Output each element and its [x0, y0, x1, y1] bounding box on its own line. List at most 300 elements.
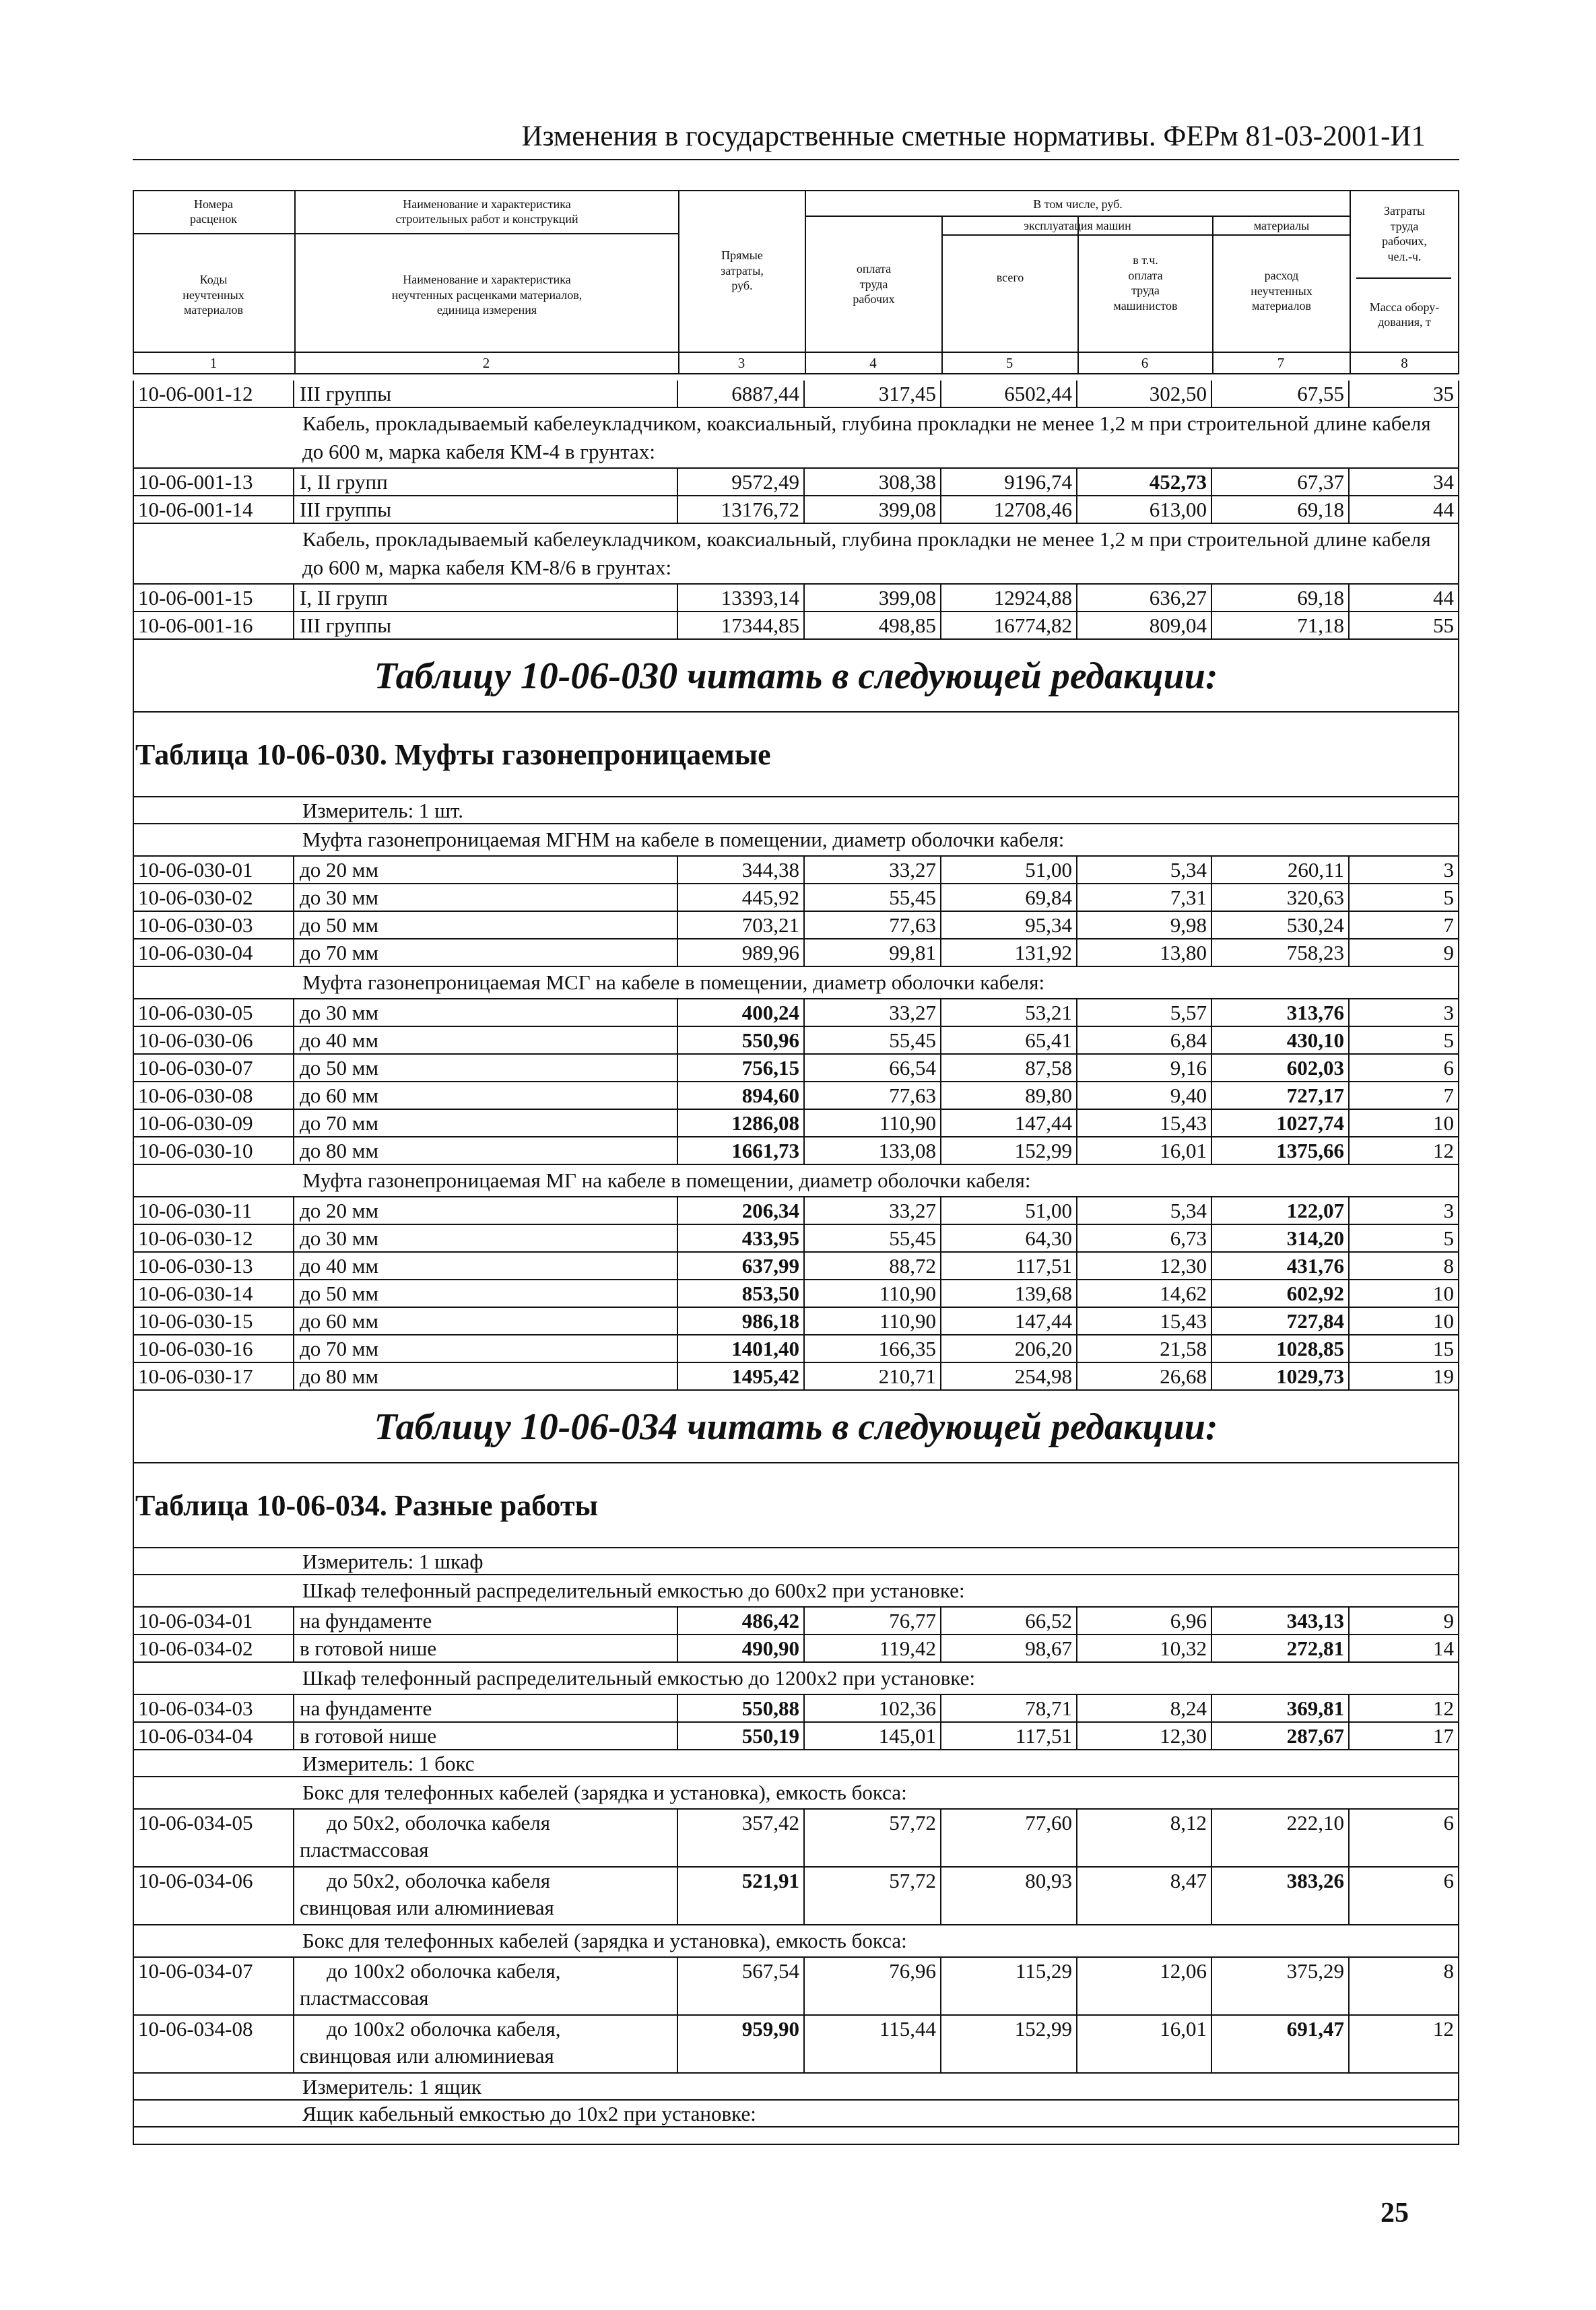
direct-cost: 357,42 — [678, 1810, 805, 1868]
rate-code: 10-06-001-12 — [133, 381, 294, 408]
labor-hours: 3 — [1350, 857, 1459, 884]
machines-total: 152,99 — [941, 1137, 1077, 1165]
operators-pay: 14,62 — [1077, 1280, 1212, 1308]
unit-of-measure: Измеритель: 1 бокс — [133, 1750, 1459, 1777]
machines-total: 206,20 — [941, 1335, 1077, 1363]
labor-hours: 19 — [1350, 1363, 1459, 1391]
work-name-line2: пластмассовая — [300, 1838, 429, 1861]
direct-cost: 989,96 — [678, 939, 805, 967]
edit-instruction: Таблицу 10-06-030 читать в следующей редакции: — [133, 640, 1459, 713]
operators-pay: 6,84 — [1077, 1027, 1212, 1055]
work-name: I, II групп — [294, 585, 678, 612]
work-name: до 50 мм — [294, 912, 678, 939]
table-row — [133, 1958, 1459, 2016]
direct-cost: 550,96 — [678, 1027, 805, 1055]
work-name: III группы — [294, 496, 678, 524]
work-name: до 30 мм — [294, 884, 678, 912]
col-index-4: 4 — [869, 355, 877, 371]
table-row — [133, 1810, 1459, 1868]
hdr-name-bottom-3: единица измерения — [436, 303, 537, 317]
labor-hours: 14 — [1350, 1635, 1459, 1663]
materials: 383,26 — [1212, 1868, 1350, 1925]
operators-pay: 16,01 — [1077, 1137, 1212, 1165]
rate-code: 10-06-030-06 — [133, 1027, 294, 1055]
work-name — [294, 1810, 678, 1868]
hdr-labor-1: Затраты — [1383, 204, 1426, 218]
table-row — [133, 1225, 1459, 1253]
materials: 67,37 — [1212, 469, 1350, 496]
direct-cost: 550,88 — [678, 1695, 805, 1723]
labor-hours: 5 — [1350, 1027, 1459, 1055]
labor-hours: 17 — [1350, 1723, 1459, 1750]
hdr-labor-3: рабочих, — [1382, 234, 1427, 248]
machines-total: 65,41 — [941, 1027, 1077, 1055]
labor-pay: 33,27 — [805, 1197, 941, 1225]
work-name: до 60 мм — [294, 1082, 678, 1110]
materials: 430,10 — [1212, 1027, 1350, 1055]
materials: 69,18 — [1212, 585, 1350, 612]
labor-hours: 15 — [1350, 1335, 1459, 1363]
table-row — [133, 939, 1459, 967]
rate-code: 10-06-030-13 — [133, 1253, 294, 1280]
materials: 758,23 — [1212, 939, 1350, 967]
direct-cost: 853,50 — [678, 1280, 805, 1308]
labor-pay: 77,63 — [805, 912, 941, 939]
materials: 287,67 — [1212, 1723, 1350, 1750]
table-row — [133, 884, 1459, 912]
hdr-name-top-1: Наименование и характеристика — [403, 197, 571, 211]
hdr-codes-1: Коды — [199, 273, 228, 287]
work-name: до 40 мм — [294, 1253, 678, 1280]
operators-pay: 613,00 — [1077, 496, 1212, 524]
table-row — [133, 1055, 1459, 1082]
col-index-1: 1 — [209, 355, 218, 371]
labor-pay: 88,72 — [805, 1253, 941, 1280]
machines-total: 117,51 — [941, 1253, 1077, 1280]
rate-code: 10-06-030-11 — [133, 1197, 294, 1225]
labor-hours: 55 — [1350, 612, 1459, 640]
table-row — [133, 1280, 1459, 1308]
work-name: до 30 мм — [294, 1225, 678, 1253]
labor-pay: 110,90 — [805, 1110, 941, 1137]
direct-cost: 344,38 — [678, 857, 805, 884]
hdr-pay-2: труда — [859, 277, 888, 291]
labor-pay: 308,38 — [805, 469, 941, 496]
machines-total: 64,30 — [941, 1225, 1077, 1253]
hdr-labor-4: чел.-ч. — [1387, 249, 1422, 263]
unit-of-measure: Измеритель: 1 шкаф — [133, 1548, 1459, 1575]
materials: 122,07 — [1212, 1197, 1350, 1225]
operators-pay: 12,06 — [1077, 1958, 1212, 2016]
materials: 1028,85 — [1212, 1335, 1350, 1363]
table-row — [133, 1363, 1459, 1391]
hdr-pay-1: оплата — [856, 262, 892, 276]
direct-cost: 521,91 — [678, 1868, 805, 1925]
labor-pay: 57,72 — [805, 1868, 941, 1925]
section-description: Кабель, прокладываемый кабелеукладчиком, коаксиальный, глубина прокладки не менее 1,2 м при строительной длине кабеля до 600 м, марка кабеля КМ-4 в грунтах: — [133, 408, 1459, 469]
hdr-group-incl: В том числе, руб. — [1033, 197, 1123, 211]
edit-instruction: Таблицу 10-06-034 читать в следующей редакции: — [133, 1391, 1459, 1463]
machines-total: 117,51 — [941, 1723, 1077, 1750]
hdr-direct-1: Прямые — [721, 249, 763, 263]
labor-pay: 115,44 — [805, 2016, 941, 2074]
hdr-mat-3: материалов — [1252, 299, 1311, 313]
materials: 71,18 — [1212, 612, 1350, 640]
machines-total: 78,71 — [941, 1695, 1077, 1723]
work-name: до 60 мм — [294, 1308, 678, 1335]
operators-pay: 9,98 — [1077, 912, 1212, 939]
labor-pay: 102,36 — [805, 1695, 941, 1723]
machines-total: 77,60 — [941, 1810, 1077, 1868]
rate-code: 10-06-030-17 — [133, 1363, 294, 1391]
operators-pay: 7,31 — [1077, 884, 1212, 912]
hdr-mass-2: дования, т — [1378, 315, 1431, 329]
materials: 1029,73 — [1212, 1363, 1350, 1391]
materials: 69,18 — [1212, 496, 1350, 524]
direct-cost: 9572,49 — [678, 469, 805, 496]
rate-code: 10-06-030-02 — [133, 884, 294, 912]
machines-total: 89,80 — [941, 1082, 1077, 1110]
direct-cost: 17344,85 — [678, 612, 805, 640]
direct-cost: 433,95 — [678, 1225, 805, 1253]
machines-total: 51,00 — [941, 857, 1077, 884]
labor-hours: 12 — [1350, 2016, 1459, 2074]
labor-pay: 133,08 — [805, 1137, 941, 1165]
col-index-7: 7 — [1277, 355, 1285, 371]
labor-pay: 166,35 — [805, 1335, 941, 1363]
labor-pay: 55,45 — [805, 1225, 941, 1253]
work-name: до 20 мм — [294, 857, 678, 884]
direct-cost: 13176,72 — [678, 496, 805, 524]
machines-total: 95,34 — [941, 912, 1077, 939]
rate-code: 10-06-034-04 — [133, 1723, 294, 1750]
table-row — [133, 1082, 1459, 1110]
work-name: до 70 мм — [294, 1110, 678, 1137]
direct-cost: 490,90 — [678, 1635, 805, 1663]
work-name: в готовой нише — [294, 1723, 678, 1750]
table-row — [133, 585, 1459, 612]
labor-pay: 399,08 — [805, 496, 941, 524]
table-row — [133, 496, 1459, 524]
hdr-mass-1: Масса обору- — [1369, 300, 1440, 314]
materials: 727,17 — [1212, 1082, 1350, 1110]
labor-pay: 76,96 — [805, 1958, 941, 2016]
hdr-incl-4: машинистов — [1113, 298, 1178, 312]
rate-code: 10-06-030-12 — [133, 1225, 294, 1253]
labor-pay: 99,81 — [805, 939, 941, 967]
section-description: Шкаф телефонный распределительный емкостью до 600х2 при установке: — [133, 1575, 1459, 1608]
hdr-direct-3: руб. — [731, 279, 753, 293]
work-name-line2: пластмассовая — [300, 1986, 429, 2010]
materials: 67,55 — [1212, 381, 1350, 408]
labor-hours: 6 — [1350, 1055, 1459, 1082]
labor-pay: 77,63 — [805, 1082, 941, 1110]
direct-cost: 550,19 — [678, 1723, 805, 1750]
labor-hours: 6 — [1350, 1810, 1459, 1868]
operators-pay: 21,58 — [1077, 1335, 1212, 1363]
labor-hours: 6 — [1350, 1868, 1459, 1925]
section-description: Ящик кабельный емкостью до 10х2 при установке: — [133, 2101, 1459, 2127]
rate-code: 10-06-030-04 — [133, 939, 294, 967]
unit-of-measure: Измеритель: 1 шт. — [133, 797, 1459, 824]
materials: 320,63 — [1212, 884, 1350, 912]
hdr-name-top-2: строительных работ и конструкций — [395, 212, 578, 226]
header-rule — [133, 159, 1459, 160]
machines-total: 66,52 — [941, 1608, 1077, 1635]
machines-total: 9196,74 — [941, 469, 1077, 496]
section-description: Муфта газонепроницаемая МГ на кабеле в помещении, диаметр оболочки кабеля: — [133, 1165, 1459, 1197]
rate-code: 10-06-030-08 — [133, 1082, 294, 1110]
hdr-group-machines: эксплуатация машин — [1024, 218, 1131, 232]
table-row — [133, 1197, 1459, 1225]
direct-cost: 13393,14 — [678, 585, 805, 612]
hdr-name-bottom-1: Наименование и характеристика — [403, 273, 571, 287]
direct-cost: 6887,44 — [678, 381, 805, 408]
hdr-number-2: расценок — [190, 212, 237, 226]
work-name: на фундаменте — [294, 1695, 678, 1723]
work-name-line2: свинцовая или алюминиевая — [300, 1896, 554, 1919]
labor-hours: 10 — [1350, 1110, 1459, 1137]
work-name — [294, 1958, 678, 2016]
table-header — [133, 190, 1459, 371]
labor-pay: 145,01 — [805, 1723, 941, 1750]
materials: 369,81 — [1212, 1695, 1350, 1723]
machines-total: 16774,82 — [941, 612, 1077, 640]
operators-pay: 12,30 — [1077, 1723, 1212, 1750]
materials: 691,47 — [1212, 2016, 1350, 2074]
table-row — [133, 1608, 1459, 1635]
work-name: на фундаменте — [294, 1608, 678, 1635]
direct-cost: 637,99 — [678, 1253, 805, 1280]
col-index-3: 3 — [737, 355, 745, 371]
direct-cost: 445,92 — [678, 884, 805, 912]
operators-pay: 10,32 — [1077, 1635, 1212, 1663]
rate-code: 10-06-030-07 — [133, 1055, 294, 1082]
table-row — [133, 1137, 1459, 1165]
table-row — [133, 1335, 1459, 1363]
operators-pay: 6,96 — [1077, 1608, 1212, 1635]
labor-hours: 12 — [1350, 1695, 1459, 1723]
labor-pay: 399,08 — [805, 585, 941, 612]
rate-code: 10-06-034-02 — [133, 1635, 294, 1663]
table-row — [133, 1695, 1459, 1723]
labor-pay: 110,90 — [805, 1280, 941, 1308]
direct-cost: 1495,42 — [678, 1363, 805, 1391]
machines-total: 80,93 — [941, 1868, 1077, 1925]
labor-hours: 9 — [1350, 1608, 1459, 1635]
rate-code: 10-06-034-06 — [133, 1868, 294, 1925]
materials: 272,81 — [1212, 1635, 1350, 1663]
operators-pay: 15,43 — [1077, 1110, 1212, 1137]
labor-hours: 7 — [1350, 912, 1459, 939]
table-title: Таблица 10-06-034. Разные работы — [133, 1463, 1459, 1548]
table-row — [133, 381, 1459, 408]
labor-pay: 57,72 — [805, 1810, 941, 1868]
machines-total: 53,21 — [941, 999, 1077, 1027]
labor-hours: 35 — [1350, 381, 1459, 408]
labor-pay: 76,77 — [805, 1608, 941, 1635]
work-name: в готовой нише — [294, 1635, 678, 1663]
rate-code: 10-06-001-15 — [133, 585, 294, 612]
operators-pay: 9,16 — [1077, 1055, 1212, 1082]
work-name: до 30 мм — [294, 999, 678, 1027]
rate-code: 10-06-034-07 — [133, 1958, 294, 2016]
hdr-name-bottom-2: неучтенных расценками материалов, — [391, 288, 583, 302]
hdr-group-materials: материалы — [1253, 218, 1310, 232]
table-title: Таблица 10-06-030. Муфты газонепроницаемые — [133, 713, 1459, 797]
materials: 1375,66 — [1212, 1137, 1350, 1165]
work-name: до 70 мм — [294, 1335, 678, 1363]
machines-total: 12924,88 — [941, 585, 1077, 612]
page-number: 25 — [1381, 2198, 1409, 2229]
rate-code: 10-06-030-03 — [133, 912, 294, 939]
operators-pay: 5,34 — [1077, 1197, 1212, 1225]
labor-hours: 7 — [1350, 1082, 1459, 1110]
direct-cost: 1661,73 — [678, 1137, 805, 1165]
labor-pay: 55,45 — [805, 1027, 941, 1055]
rate-code: 10-06-030-05 — [133, 999, 294, 1027]
section-description: Кабель, прокладываемый кабелеукладчиком, коаксиальный, глубина прокладки не менее 1,2 м при строительной длине кабеля до 600 м, марка кабеля КМ-8/6 в грунтах: — [133, 524, 1459, 585]
table-row — [133, 1868, 1459, 1925]
labor-hours: 10 — [1350, 1280, 1459, 1308]
operators-pay: 16,01 — [1077, 2016, 1212, 2074]
labor-pay: 317,45 — [805, 381, 941, 408]
work-name: I, II групп — [294, 469, 678, 496]
section-description: Бокс для телефонных кабелей (зарядка и установка), емкость бокса: — [133, 1925, 1459, 1958]
labor-pay: 66,54 — [805, 1055, 941, 1082]
section-description: Муфта газонепроницаемая МГНМ на кабеле в помещении, диаметр оболочки кабеля: — [133, 824, 1459, 857]
table-row — [133, 612, 1459, 640]
direct-cost: 986,18 — [678, 1308, 805, 1335]
labor-hours: 8 — [1350, 1253, 1459, 1280]
work-name: до 50 мм — [294, 1280, 678, 1308]
labor-hours: 44 — [1350, 585, 1459, 612]
section-description: Шкаф телефонный распределительный емкостью до 1200х2 при установке: — [133, 1663, 1459, 1695]
table-row — [133, 857, 1459, 884]
table-row — [133, 2016, 1459, 2074]
machines-total: 87,58 — [941, 1055, 1077, 1082]
materials: 602,92 — [1212, 1280, 1350, 1308]
operators-pay: 8,24 — [1077, 1695, 1212, 1723]
rate-code: 10-06-030-14 — [133, 1280, 294, 1308]
materials: 343,13 — [1212, 1608, 1350, 1635]
machines-total: 152,99 — [941, 2016, 1077, 2074]
work-name-line1: до 100х2 оболочка кабеля, — [327, 1959, 561, 1983]
labor-hours: 5 — [1350, 1225, 1459, 1253]
materials: 602,03 — [1212, 1055, 1350, 1082]
materials: 260,11 — [1212, 857, 1350, 884]
machines-total: 6502,44 — [941, 381, 1077, 408]
operators-pay: 13,80 — [1077, 939, 1212, 967]
table-row — [133, 1110, 1459, 1137]
work-name: до 40 мм — [294, 1027, 678, 1055]
hdr-incl-2: оплата — [1128, 268, 1163, 282]
direct-cost: 1286,08 — [678, 1110, 805, 1137]
labor-hours: 9 — [1350, 939, 1459, 967]
hdr-incl-1: в т.ч. — [1133, 253, 1158, 267]
work-name-line2: свинцовая или алюминиевая — [300, 2044, 554, 2068]
materials: 1027,74 — [1212, 1110, 1350, 1137]
table-end — [133, 2127, 1459, 2145]
machines-total: 12708,46 — [941, 496, 1077, 524]
work-name: до 80 мм — [294, 1363, 678, 1391]
work-name-line1: до 100х2 оболочка кабеля, — [327, 2017, 561, 2041]
rate-code: 10-06-034-01 — [133, 1608, 294, 1635]
labor-hours: 3 — [1350, 1197, 1459, 1225]
machines-total: 98,67 — [941, 1635, 1077, 1663]
materials: 313,76 — [1212, 999, 1350, 1027]
rate-code: 10-06-034-05 — [133, 1810, 294, 1868]
hdr-codes-3: материалов — [184, 303, 243, 317]
col-index-6: 6 — [1141, 355, 1149, 371]
hdr-codes-2: неучтенных — [182, 288, 244, 302]
hdr-direct-2: затраты, — [721, 263, 764, 277]
direct-cost: 486,42 — [678, 1608, 805, 1635]
running-header: Изменения в государственные сметные нормативы. ФЕРм 81-03-2001-И1 — [521, 121, 1426, 152]
operators-pay: 9,40 — [1077, 1082, 1212, 1110]
operators-pay: 5,57 — [1077, 999, 1212, 1027]
hdr-mat-2: неучтенных — [1251, 284, 1312, 298]
table-row — [133, 1635, 1459, 1663]
labor-pay: 55,45 — [805, 884, 941, 912]
rate-code: 10-06-030-09 — [133, 1110, 294, 1137]
labor-hours: 5 — [1350, 884, 1459, 912]
unit-of-measure: Измеритель: 1 ящик — [133, 2074, 1459, 2101]
direct-cost: 400,24 — [678, 999, 805, 1027]
machines-total: 147,44 — [941, 1110, 1077, 1137]
materials: 530,24 — [1212, 912, 1350, 939]
machines-total: 254,98 — [941, 1363, 1077, 1391]
work-name: до 20 мм — [294, 1197, 678, 1225]
operators-pay: 15,43 — [1077, 1308, 1212, 1335]
machines-total: 147,44 — [941, 1308, 1077, 1335]
hdr-labor-2: труда — [1390, 219, 1419, 233]
direct-cost: 959,90 — [678, 2016, 805, 2074]
operators-pay: 5,34 — [1077, 857, 1212, 884]
direct-cost: 756,15 — [678, 1055, 805, 1082]
table-row — [133, 469, 1459, 496]
direct-cost: 894,60 — [678, 1082, 805, 1110]
work-name — [294, 2016, 678, 2074]
labor-pay: 110,90 — [805, 1308, 941, 1335]
operators-pay: 26,68 — [1077, 1363, 1212, 1391]
work-name-line1: до 50х2, оболочка кабеля — [327, 1811, 550, 1835]
labor-pay: 498,85 — [805, 612, 941, 640]
operators-pay: 8,12 — [1077, 1810, 1212, 1868]
work-name: III группы — [294, 381, 678, 408]
work-name: до 50 мм — [294, 1055, 678, 1082]
operators-pay: 6,73 — [1077, 1225, 1212, 1253]
work-name: до 80 мм — [294, 1137, 678, 1165]
table-row — [133, 1723, 1459, 1750]
section-description: Муфта газонепроницаемая МСГ на кабеле в помещении, диаметр оболочки кабеля: — [133, 967, 1459, 999]
table-row — [133, 912, 1459, 939]
labor-hours: 3 — [1350, 999, 1459, 1027]
operators-pay: 8,47 — [1077, 1868, 1212, 1925]
materials: 222,10 — [1212, 1810, 1350, 1868]
labor-pay: 119,42 — [805, 1635, 941, 1663]
direct-cost: 206,34 — [678, 1197, 805, 1225]
rate-code: 10-06-001-13 — [133, 469, 294, 496]
col-index-2: 2 — [482, 355, 490, 371]
materials: 314,20 — [1212, 1225, 1350, 1253]
machines-total: 51,00 — [941, 1197, 1077, 1225]
table-row — [133, 1308, 1459, 1335]
rate-code: 10-06-030-10 — [133, 1137, 294, 1165]
labor-pay: 210,71 — [805, 1363, 941, 1391]
rate-code: 10-06-034-03 — [133, 1695, 294, 1723]
hdr-pay-3: рабочих — [853, 292, 895, 306]
